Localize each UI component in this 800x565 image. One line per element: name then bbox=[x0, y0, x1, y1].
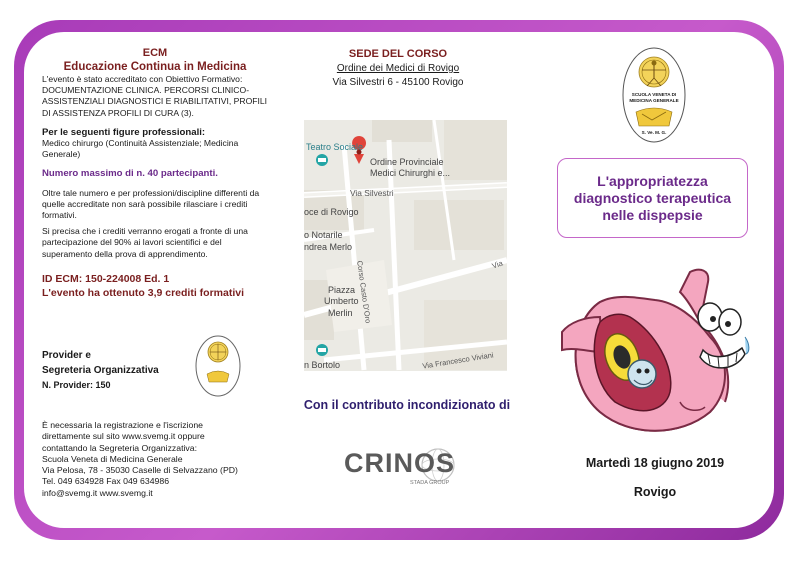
stomach-mascot-illustration bbox=[560, 262, 760, 437]
contact-section bbox=[42, 420, 278, 499]
map-label-notarile: o Notarile bbox=[304, 230, 343, 240]
school-seal-large bbox=[622, 46, 686, 144]
contact-line6: Tel. 049 634928 Fax 049 634986 bbox=[42, 476, 170, 487]
map-label-ordine-1: Ordine Provinciale bbox=[370, 157, 444, 167]
contact-line4: Scuola Veneta di Medicina Generale bbox=[42, 453, 183, 464]
event-city: Rovigo bbox=[633, 485, 677, 499]
crinos-logo bbox=[340, 442, 470, 492]
contact-line1: È necessaria la registrazione e l'iscrizione bbox=[42, 420, 204, 430]
ecm-section bbox=[42, 46, 268, 300]
school-seal-small bbox=[194, 334, 242, 398]
event-title-box bbox=[557, 158, 748, 238]
contact-line3: contattando la Segreteria Organizzativa: bbox=[42, 442, 198, 453]
ecm-id: ID ECM: 150-224008 Ed. 1 bbox=[42, 272, 170, 285]
event-title-line3: nelle dispepsie bbox=[602, 206, 703, 223]
venue-heading: SEDE DEL CORSO bbox=[348, 48, 448, 60]
ecm-credits: L'evento ha ottenuto 3,9 crediti formativi bbox=[42, 286, 245, 299]
event-title-line1: L'appropriatezza bbox=[597, 172, 708, 189]
map-label-via-viviani: Via Francesco Viviani bbox=[421, 350, 495, 371]
map-label-poce: oce di Rovigo bbox=[304, 207, 359, 217]
map-label-teatro: Teatro Sociale bbox=[306, 142, 364, 152]
map-label-bortolo: n Bortolo bbox=[304, 360, 341, 370]
map-label-corso: Corso Casto D'Oro bbox=[355, 260, 373, 324]
crinos-group: STADA GROUP bbox=[410, 480, 450, 486]
venue-org-link[interactable]: Ordine dei Medici di Rovigo bbox=[336, 63, 460, 74]
figures-text: Medico chirurgo (Continuità Assistenziale; Medicina Generale) bbox=[42, 138, 239, 160]
crinos-brand: CRINOS bbox=[344, 448, 456, 478]
venue-address: Via Silvestri 6 - 45100 Rovigo bbox=[332, 77, 464, 88]
event-date: Martedì 18 giugno 2019 bbox=[585, 456, 725, 470]
contact-line7[interactable]: info@svemg.it www.svemg.it bbox=[42, 487, 153, 498]
map-label-merlin: Merlin bbox=[328, 308, 353, 318]
event-title-line2: diagnostico terapeutica bbox=[573, 189, 732, 206]
map-label-umberto: Umberto bbox=[324, 296, 359, 306]
contact-line2: direttamente sul sito www.svemg.it oppure bbox=[42, 431, 205, 442]
venue-map[interactable] bbox=[304, 120, 507, 371]
seal-line2: MEDICINA GENERALE bbox=[629, 98, 679, 103]
contact-line5: Via Pelosa, 78 - 35030 Caselle di Selvazzano (PD) bbox=[42, 465, 238, 476]
figures-heading: Per le seguenti figure professionali: bbox=[42, 126, 206, 138]
provider-number: N. Provider: 150 bbox=[42, 380, 111, 390]
map-label-merlo: ndrea Merlo bbox=[304, 242, 353, 252]
max-participants: Numero massimo di n. 40 partecipanti. bbox=[42, 168, 218, 180]
map-label-via-edge: Via bbox=[490, 258, 504, 271]
note-other-professions: Oltre tale numero e per professioni/discipline differenti da quelle accreditate non sarà possibile rilasciare i crediti formativi. bbox=[42, 187, 260, 221]
ecm-objective: L'evento è stato accreditato con Obiettivo Formativo: DOCUMENTAZIONE CLINICA. PERCORSI CLINICO-ASSISTENZIALI DIAGNOSTICI E RIABILITATIVI, PROFILI DI ASSISTENZA PROFILI DI CURA (3). bbox=[42, 74, 268, 118]
map-label-piazza: Piazza bbox=[328, 285, 356, 295]
sponsor-contribution: Con il contributo incondizionato di bbox=[303, 398, 511, 412]
ecm-subheading: Educazione Continua in Medicina bbox=[63, 61, 247, 73]
seal-line1: SCUOLA VENETA DI bbox=[631, 92, 677, 97]
venue-section bbox=[298, 46, 498, 90]
provider-line1: Provider e bbox=[42, 350, 91, 361]
provider-line2: Segreteria Organizzativa bbox=[42, 365, 159, 376]
seal-abbr: S. Ve. M. G. bbox=[641, 130, 667, 135]
map-label-ordine-2: Medici Chirurghi e... bbox=[370, 168, 451, 178]
note-credits: Si precisa che i crediti verranno erogati a fronte di una partecipazione del 90% ai lavori scientifici e del superamento della prova di apprendimento. bbox=[42, 226, 248, 259]
ecm-heading: ECM bbox=[142, 47, 168, 59]
provider-block bbox=[42, 348, 182, 393]
map-label-via-silvestri: Via Silvestri bbox=[350, 188, 394, 198]
